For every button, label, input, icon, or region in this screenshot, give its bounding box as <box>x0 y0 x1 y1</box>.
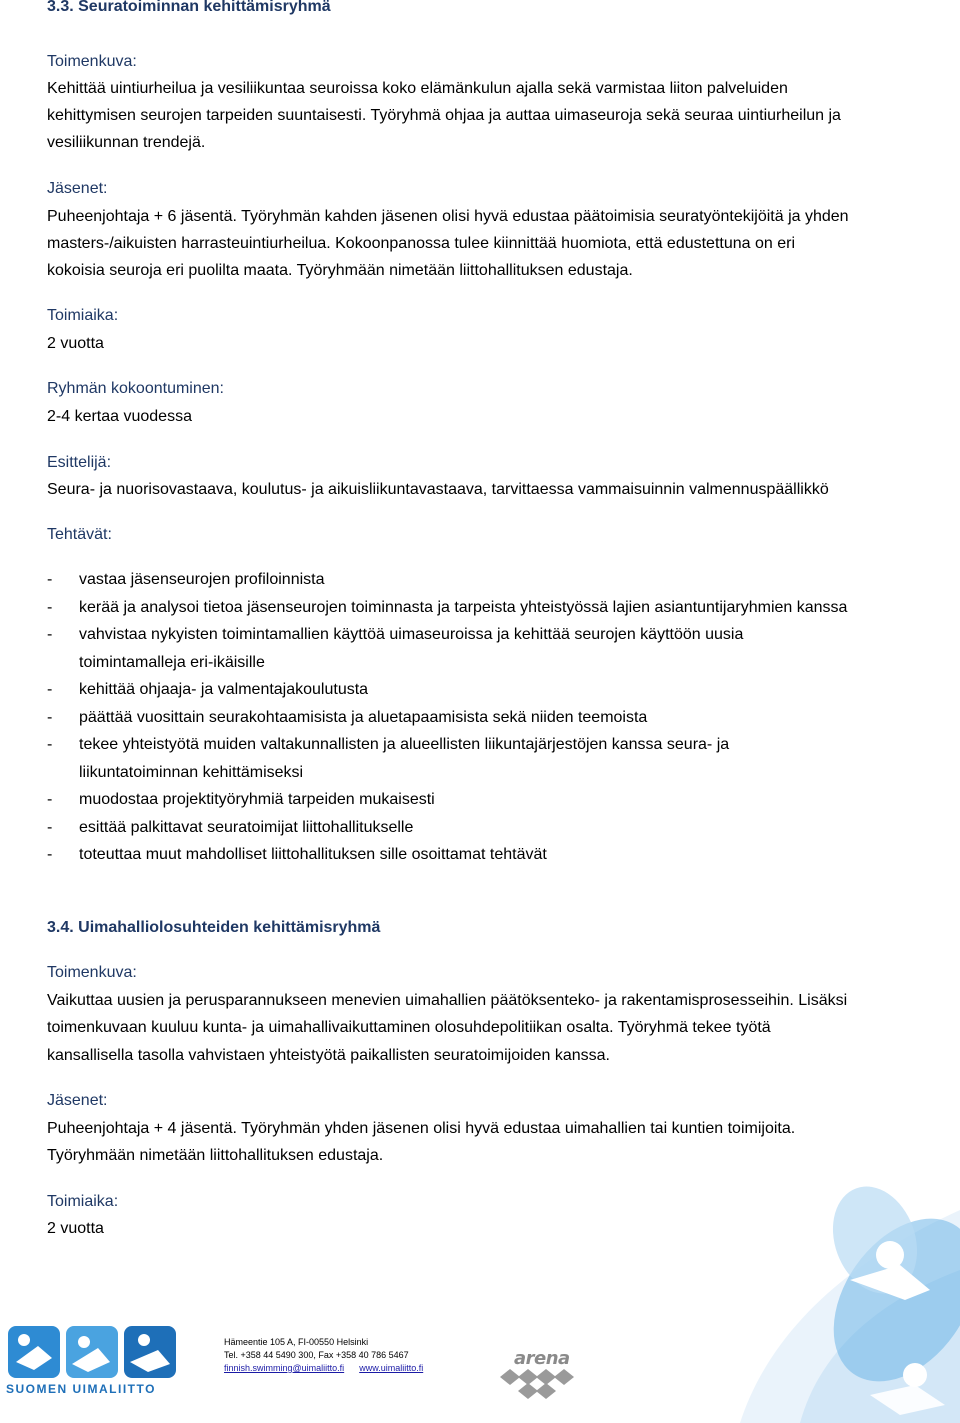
section-3-4-job-line: kansallisella tasolla vahvistaen yhteistyötä paikallisten seuratoimijoiden kanssa. <box>47 1047 610 1064</box>
section-3-4-job-label: Toimenkuva: <box>47 964 137 981</box>
arena-diamond-icon <box>500 1369 576 1399</box>
section-3-3-term-label: Toimiaika: <box>47 307 119 324</box>
section-3-3-presenter-value: Seura- ja nuorisovastaava, koulutus- ja aikuisliikuntavastaava, tarvittaessa vammaisuinnin valmennuspäällikkö <box>47 481 829 498</box>
section-3-3-job-line: vesiliikunnan trendejä. <box>47 134 206 151</box>
list-item-continuation: liikuntatoiminnan kehittämiseksi <box>79 764 304 781</box>
footer-web-link[interactable]: www.uimaliitto.fi <box>359 1363 424 1373</box>
arena-logo <box>500 1348 576 1404</box>
footer-email-link[interactable]: finnish.swimming@uimaliitto.fi <box>224 1363 345 1373</box>
section-3-3-presenter-label: Esittelijä: <box>47 454 112 471</box>
section-3-3-members-line: kokoisia seuroja eri puolilta maata. Työryhmään nimetään liittohallituksen edustaja. <box>47 262 633 279</box>
uimaliitto-logo-icon <box>8 1318 180 1382</box>
list-dash: - <box>47 571 53 588</box>
list-item: kehittää ohjaaja- ja valmentajakoulutusta <box>79 681 369 698</box>
section-3-4-heading: 3.4. Uimahalliolosuhteiden kehittämisryhmä <box>47 919 381 936</box>
footer-links <box>224 1362 423 1375</box>
list-item: esittää palkittavat seuratoimijat liittohallitukselle <box>79 819 414 836</box>
section-3-3-members-label: Jäsenet: <box>47 180 108 197</box>
section-3-4-term-value: 2 vuotta <box>47 1220 104 1237</box>
section-3-4-job-line: toimenkuvaan kuuluu kunta- ja uimahallivaikuttaminen olosuhdepolitiikan osalta. Työryhmä tekee työtä <box>47 1019 771 1036</box>
list-dash: - <box>47 791 53 808</box>
section-3-3-members-line: Puheenjohtaja + 6 jäsentä. Työryhmän kahden jäsenen olisi hyvä edustaa päätoimisia seuratyöntekijöitä ja yhden <box>47 208 849 225</box>
section-3-3-heading-row <box>47 0 331 17</box>
section-3-3-job-line: Kehittää uintiurheilua ja vesiliikuntaa seuroissa koko elämänkulun ajalla sekä varmistaa liiton palveluiden <box>47 80 788 97</box>
list-dash: - <box>47 709 53 726</box>
list-item: tekee yhteistyötä muiden valtakunnallisten ja alueellisten liikuntajärjestöjen kanssa seura- ja <box>79 736 730 753</box>
arena-logo-text: arena <box>514 1348 570 1369</box>
section-3-3-job-label: Toimenkuva: <box>47 53 137 70</box>
list-item: vastaa jäsenseurojen profiloinnista <box>79 571 325 588</box>
list-item-continuation: toimintamalleja eri-ikäisille <box>79 654 265 671</box>
swimmer-graphic <box>700 1180 960 1423</box>
section-3-3-meeting-value: 2-4 kertaa vuodessa <box>47 408 192 425</box>
list-item: vahvistaa nykyisten toimintamallien käyttöä uimaseuroissa ja kehittää seurojen käyttöön uusia <box>79 626 744 643</box>
list-dash: - <box>47 846 53 863</box>
list-dash: - <box>47 681 53 698</box>
list-dash: - <box>47 599 53 616</box>
section-3-3-tasks-label: Tehtävät: <box>47 526 112 543</box>
section-3-4-members-label: Jäsenet: <box>47 1092 108 1109</box>
list-item: päättää vuosittain seurakohtaamisista ja aluetapaamisista sekä niiden teemoista <box>79 709 648 726</box>
section-3-4-job-line: Vaikuttaa uusien ja perusparannukseen menevien uimahallien päätöksenteko- ja rakentamisprosesseihin. Lisäksi <box>47 992 848 1009</box>
list-item: kerää ja analysoi tietoa jäsenseurojen toiminnasta ja tarpeista yhteistyössä lajien asiantuntijaryhmien kanssa <box>79 599 848 616</box>
list-dash: - <box>47 819 53 836</box>
uimaliitto-logo-text: SUOMEN UIMALIITTO <box>6 1382 156 1396</box>
section-3-3-term-value: 2 vuotta <box>47 335 104 352</box>
section-3-3-members-line: masters-/aikuisten harrasteuintiurheilua. Kokoonpanossa tulee kiinnittää huomiota, että edustettuna on eri <box>47 235 796 252</box>
list-item: toteuttaa muut mahdolliset liittohallituksen sille osoittamat tehtävät <box>79 846 547 863</box>
section-3-3-job-line: kehittymisen seurojen tarpeiden suuntaisesti. Työryhmä ohjaa ja auttaa uimaseuroja sekä seuraa uintiurheilun ja <box>47 107 841 124</box>
footer-phone: Tel. +358 44 5490 300, Fax +358 40 786 5467 <box>224 1350 409 1360</box>
section-3-4-term-label: Toimiaika: <box>47 1193 119 1210</box>
section-3-4-members-line: Puheenjohtaja + 4 jäsentä. Työryhmän yhden jäsenen olisi hyvä edustaa uimahallien tai kuntien toimijoita. <box>47 1120 796 1137</box>
footer-address: Hämeentie 105 A, FI-00550 Helsinki <box>224 1337 369 1347</box>
section-3-4-members-line: Työryhmään nimetään liittohallituksen edustaja. <box>47 1147 384 1164</box>
list-dash: - <box>47 626 53 643</box>
list-item: muodostaa projektityöryhmiä tarpeiden mukaisesti <box>79 791 435 808</box>
section-3-3-heading: 3.3. Seuratoiminnan kehittämisryhmä <box>47 0 331 15</box>
section-3-3-meeting-label: Ryhmän kokoontuminen: <box>47 380 224 397</box>
list-dash: - <box>47 736 53 753</box>
